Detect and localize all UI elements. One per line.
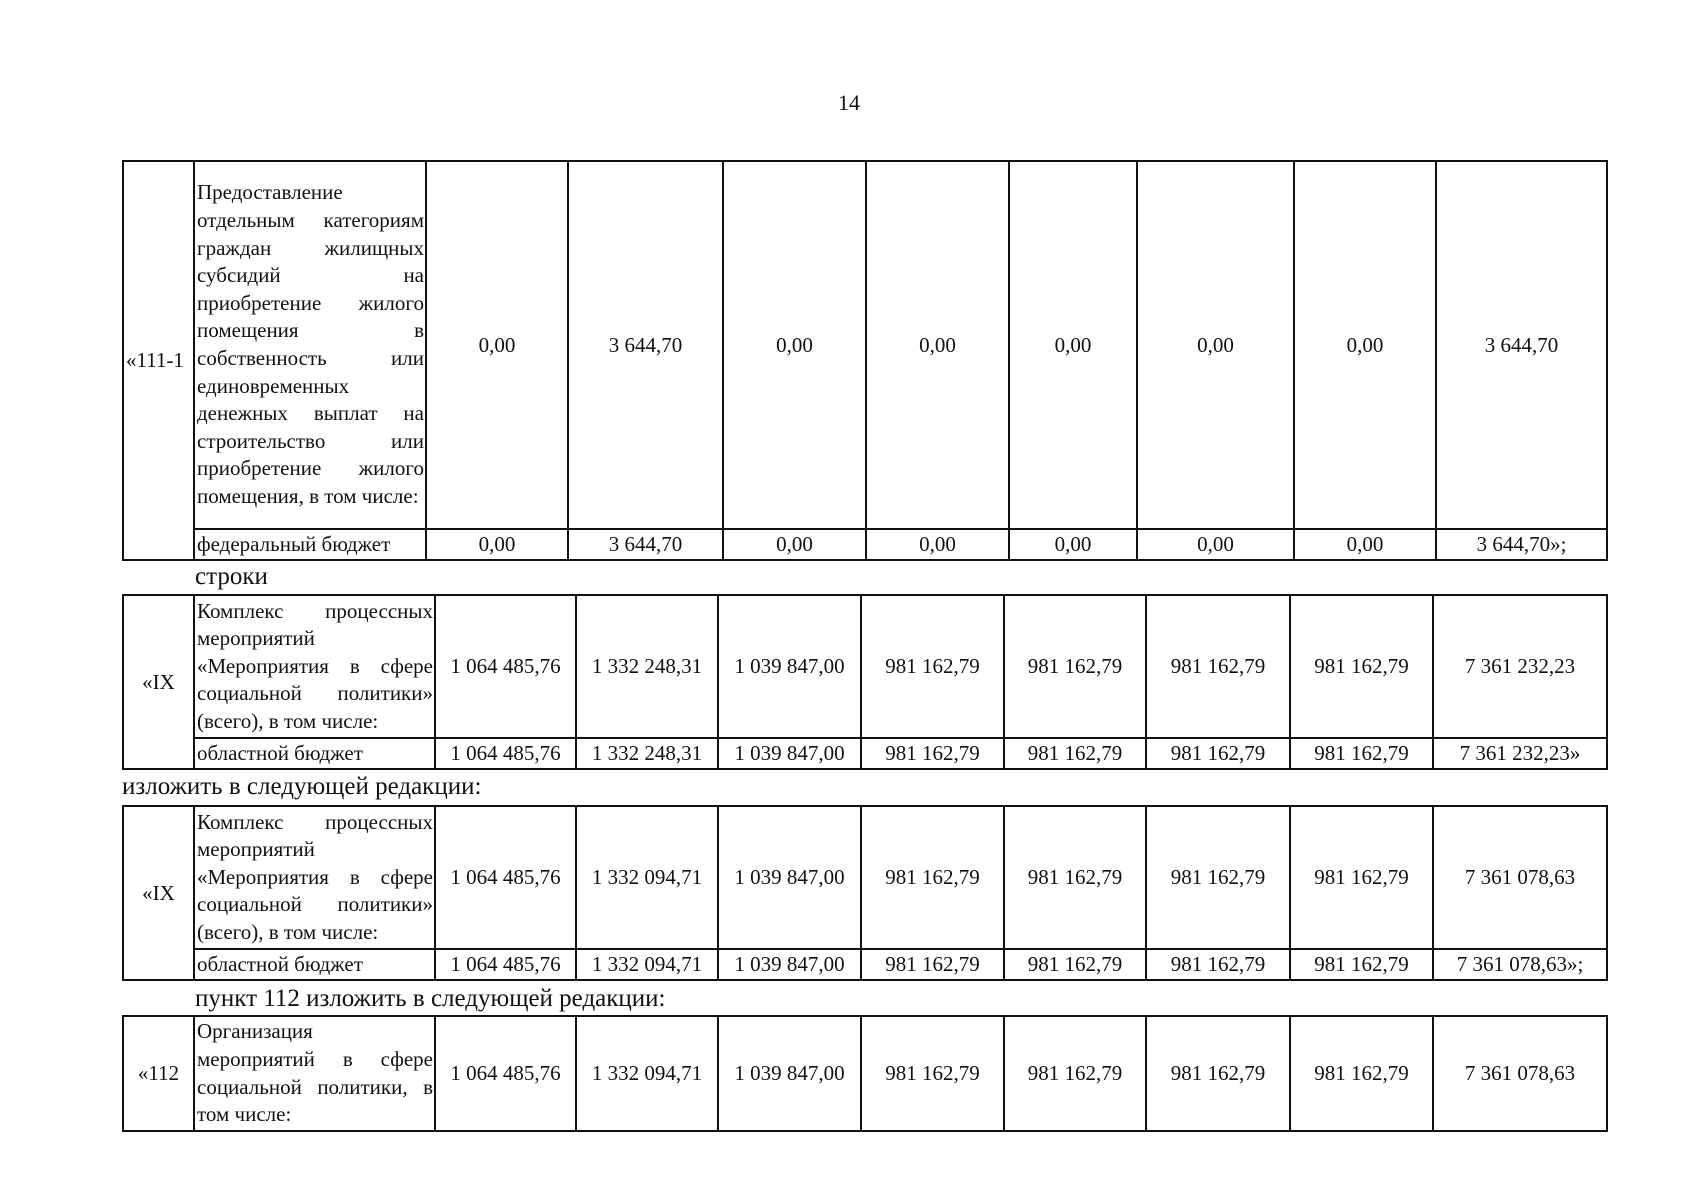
row-number: «IX [123,595,194,769]
value-cell: 0,00 [1294,161,1436,529]
value-cell: 3 644,70 [568,529,723,560]
value-cell: 981 162,79 [1290,1016,1433,1131]
table-row [123,1016,1607,1131]
budget-source: федеральный бюджет [194,529,426,560]
budget-source: областной бюджет [194,949,435,980]
table-row [123,806,1607,949]
value-cell: 0,00 [1294,529,1436,560]
row-description: Предоставление отдельным категориям граждан жилищных субсидий на приобретение жилого помещения в собственность или единовременных денежных выплат на строительство или приобретение жилого помещения, в том числе: [194,161,426,529]
value-cell: 981 162,79 [861,595,1004,738]
page-number: 14 [838,90,860,115]
total-cell: 7 361 078,63»; [1433,949,1607,980]
value-cell: 1 039 847,00 [718,738,861,769]
total-cell: 7 361 078,63 [1433,1016,1607,1131]
value-cell: 981 162,79 [1290,806,1433,949]
value-cell: 981 162,79 [1004,738,1146,769]
value-cell: 0,00 [723,161,866,529]
value-cell: 981 162,79 [861,806,1004,949]
value-cell: 981 162,79 [1290,949,1433,980]
value-cell: 981 162,79 [861,949,1004,980]
value-cell: 981 162,79 [861,1016,1004,1131]
value-cell: 981 162,79 [861,738,1004,769]
table-row [123,738,1607,769]
value-cell: 0,00 [426,529,568,560]
table-row [123,949,1607,980]
row-number: «112 [123,1016,194,1131]
value-cell: 981 162,79 [1004,595,1146,738]
value-cell: 1 064 485,76 [435,1016,576,1131]
value-cell: 0,00 [426,161,568,529]
value-cell: 981 162,79 [1004,949,1146,980]
value-cell: 981 162,79 [1004,806,1146,949]
value-cell: 1 064 485,76 [435,806,576,949]
value-cell: 0,00 [1009,161,1137,529]
instruction-text: пункт 112 изложить в следующей редакции: [195,985,666,1012]
table-row [123,595,1607,738]
value-cell: 1 332 094,71 [576,806,718,949]
value-cell: 981 162,79 [1146,949,1290,980]
total-cell: 3 644,70 [1436,161,1607,529]
table-row-ix-old [122,594,1608,770]
value-cell: 1 064 485,76 [435,738,576,769]
value-cell: 981 162,79 [1146,738,1290,769]
table-row-112 [122,1015,1608,1132]
value-cell: 0,00 [866,161,1009,529]
instruction-text: изложить в следующей редакции: [122,773,482,800]
value-cell: 981 162,79 [1290,595,1433,738]
value-cell: 3 644,70 [568,161,723,529]
value-cell: 1 039 847,00 [718,1016,861,1131]
value-cell: 0,00 [1137,529,1294,560]
value-cell: 981 162,79 [1146,1016,1290,1131]
value-cell: 981 162,79 [1146,806,1290,949]
row-description: Организация мероприятий в сфере социальной политики, в том числе: [194,1016,435,1131]
value-cell: 1 039 847,00 [718,806,861,949]
total-cell: 3 644,70»; [1436,529,1607,560]
value-cell: 1 064 485,76 [435,595,576,738]
row-description: Комплекс процессных мероприятий «Мероприятия в сфере социальной политики» (всего), в том числе: [194,806,435,949]
total-cell: 7 361 078,63 [1433,806,1607,949]
table-row [123,529,1607,560]
instruction-text: строки [195,563,268,590]
value-cell: 0,00 [1137,161,1294,529]
row-description: Комплекс процессных мероприятий «Мероприятия в сфере социальной политики» (всего), в том числе: [194,595,435,738]
total-cell: 7 361 232,23 [1433,595,1607,738]
value-cell: 0,00 [723,529,866,560]
row-number: «111-1 [123,161,194,560]
value-cell: 981 162,79 [1004,1016,1146,1131]
value-cell: 0,00 [1009,529,1137,560]
value-cell: 1 332 248,31 [576,595,718,738]
value-cell: 1 332 094,71 [576,1016,718,1131]
value-cell: 981 162,79 [1290,738,1433,769]
value-cell: 1 332 094,71 [576,949,718,980]
value-cell: 0,00 [866,529,1009,560]
table-row [123,161,1607,529]
value-cell: 1 064 485,76 [435,949,576,980]
total-cell: 7 361 232,23» [1433,738,1607,769]
row-number: «IX [123,806,194,980]
value-cell: 1 039 847,00 [718,949,861,980]
table-row-111-1 [122,160,1608,561]
budget-source: областной бюджет [194,738,435,769]
value-cell: 1 332 248,31 [576,738,718,769]
value-cell: 981 162,79 [1146,595,1290,738]
value-cell: 1 039 847,00 [718,595,861,738]
table-row-ix-new [122,805,1608,981]
